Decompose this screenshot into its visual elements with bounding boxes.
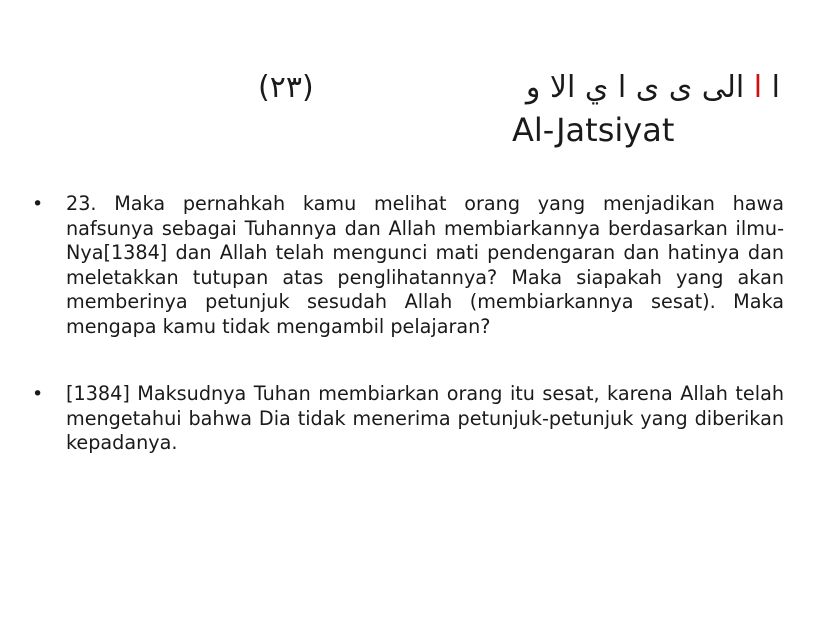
arabic-segment-1: ا [762, 70, 780, 105]
ayah-number: (٢٣) [258, 70, 314, 105]
bullet-marker: • [32, 193, 44, 215]
bullet-text: [1384] Maksudnya Tuhan membiarkan orang itu sesat, karena Allah telah mengetahui bahwa Dia tidak menerima petunjuk-petunjuk yang diberikan kepadanya. [66, 382, 784, 454]
bullet-text: 23. Maka pernahkah kamu melihat orang yang menjadikan hawa nafsunya sebagai Tuhannya dan Allah membiarkannya berdasarkan ilmu-Nya[1384] dan Allah telah mengunci mati pendengaran dan hatinya dan meletakkan tutupan atas penglihatannya? Maka siapakah yang akan memberinya petunjuk sesudah Allah (membiarkannya sesat). Maka mengapa kamu tidak mengambil pelajaran? [66, 192, 784, 338]
bullet-marker: • [32, 383, 44, 405]
arabic-segment-highlight: ا [753, 70, 763, 105]
bullet-item-footnote [32, 382, 784, 456]
bullet-list [32, 192, 784, 456]
surah-title: Al-Jatsiyat [512, 111, 675, 149]
arabic-verse [385, 68, 780, 108]
arabic-segment-3: الى ى ى ا ي الا و [525, 70, 754, 105]
bullet-item-translation [32, 192, 784, 339]
